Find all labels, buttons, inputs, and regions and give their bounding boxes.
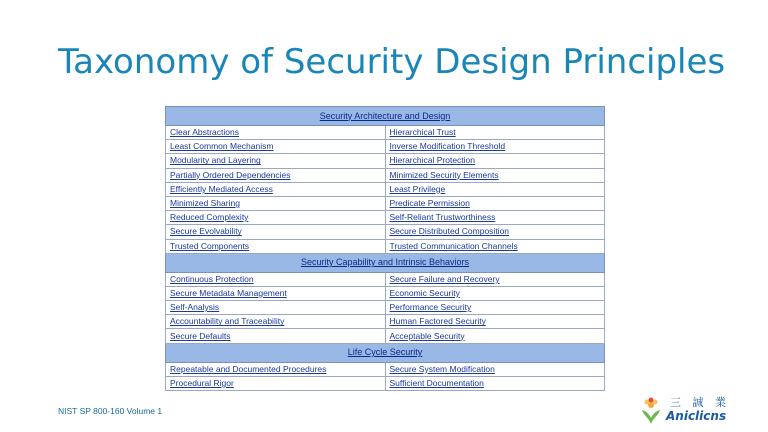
principle-link[interactable]: Secure Distributed Composition (385, 225, 605, 239)
principle-link[interactable]: Inverse Modification Threshold (385, 140, 605, 154)
table-row (166, 196, 605, 210)
company-logo (640, 394, 730, 428)
principle-link[interactable]: Reduced Complexity (166, 211, 386, 225)
principle-link[interactable]: Continuous Protection (166, 272, 386, 286)
section-header-row (166, 343, 605, 362)
table-row (166, 211, 605, 225)
table-row (166, 154, 605, 168)
table-row (166, 126, 605, 140)
principle-link[interactable]: Secure Metadata Management (166, 286, 386, 300)
source-footer: NIST SP 800-160 Volume 1 (58, 406, 163, 416)
principle-link[interactable]: Human Factored Security (385, 315, 605, 329)
section-heading[interactable]: Life Cycle Security (166, 343, 605, 362)
principle-link[interactable]: Minimized Security Elements (385, 168, 605, 182)
principle-link[interactable]: Self-Reliant Trustworthiness (385, 211, 605, 225)
logo-chinese-text: 三 誠 業 (670, 396, 730, 409)
principle-link[interactable]: Trusted Communication Channels (385, 239, 605, 253)
principle-link[interactable]: Hierarchical Trust (385, 126, 605, 140)
principle-link[interactable]: Least Common Mechanism (166, 140, 386, 154)
table-row (166, 225, 605, 239)
table-row (166, 168, 605, 182)
principle-link[interactable]: Secure System Modification (385, 362, 605, 376)
logo-brand-text: Aniclicns (666, 409, 727, 423)
principle-link[interactable]: Secure Evolvability (166, 225, 386, 239)
principle-link[interactable]: Hierarchical Protection (385, 154, 605, 168)
table-row (166, 272, 605, 286)
principle-link[interactable]: Accountability and Traceability (166, 315, 386, 329)
table-row (166, 239, 605, 253)
principle-link[interactable]: Repeatable and Documented Procedures (166, 362, 386, 376)
table-row (166, 315, 605, 329)
principle-link[interactable]: Performance Security (385, 301, 605, 315)
flower-logo-icon (640, 396, 662, 426)
principle-link[interactable]: Partially Ordered Dependencies (166, 168, 386, 182)
table-row (166, 140, 605, 154)
principle-link[interactable]: Minimized Sharing (166, 196, 386, 210)
principle-link[interactable]: Predicate Permission (385, 196, 605, 210)
table-row (166, 301, 605, 315)
principle-link[interactable]: Acceptable Security (385, 329, 605, 343)
section-heading[interactable]: Security Capability and Intrinsic Behaviors (166, 253, 605, 272)
table-row (166, 362, 605, 376)
principle-link[interactable]: Economic Security (385, 286, 605, 300)
principle-link[interactable]: Modularity and Layering (166, 154, 386, 168)
table-row (166, 376, 605, 390)
principle-link[interactable]: Efficiently Mediated Access (166, 182, 386, 196)
taxonomy-table (165, 106, 605, 391)
section-heading[interactable]: Security Architecture and Design (166, 107, 605, 126)
slide-title: Taxonomy of Security Design Principles (58, 42, 726, 82)
section-header-row (166, 253, 605, 272)
table-row (166, 286, 605, 300)
principle-link[interactable]: Clear Abstractions (166, 126, 386, 140)
principle-link[interactable]: Secure Defaults (166, 329, 386, 343)
principle-link[interactable]: Sufficient Documentation (385, 376, 605, 390)
table-row (166, 329, 605, 343)
table-row (166, 182, 605, 196)
principle-link[interactable]: Procedural Rigor (166, 376, 386, 390)
principle-link[interactable]: Least Privilege (385, 182, 605, 196)
principle-link[interactable]: Secure Failure and Recovery (385, 272, 605, 286)
principle-link[interactable]: Self-Analysis (166, 301, 386, 315)
section-header-row (166, 107, 605, 126)
principle-link[interactable]: Trusted Components (166, 239, 386, 253)
